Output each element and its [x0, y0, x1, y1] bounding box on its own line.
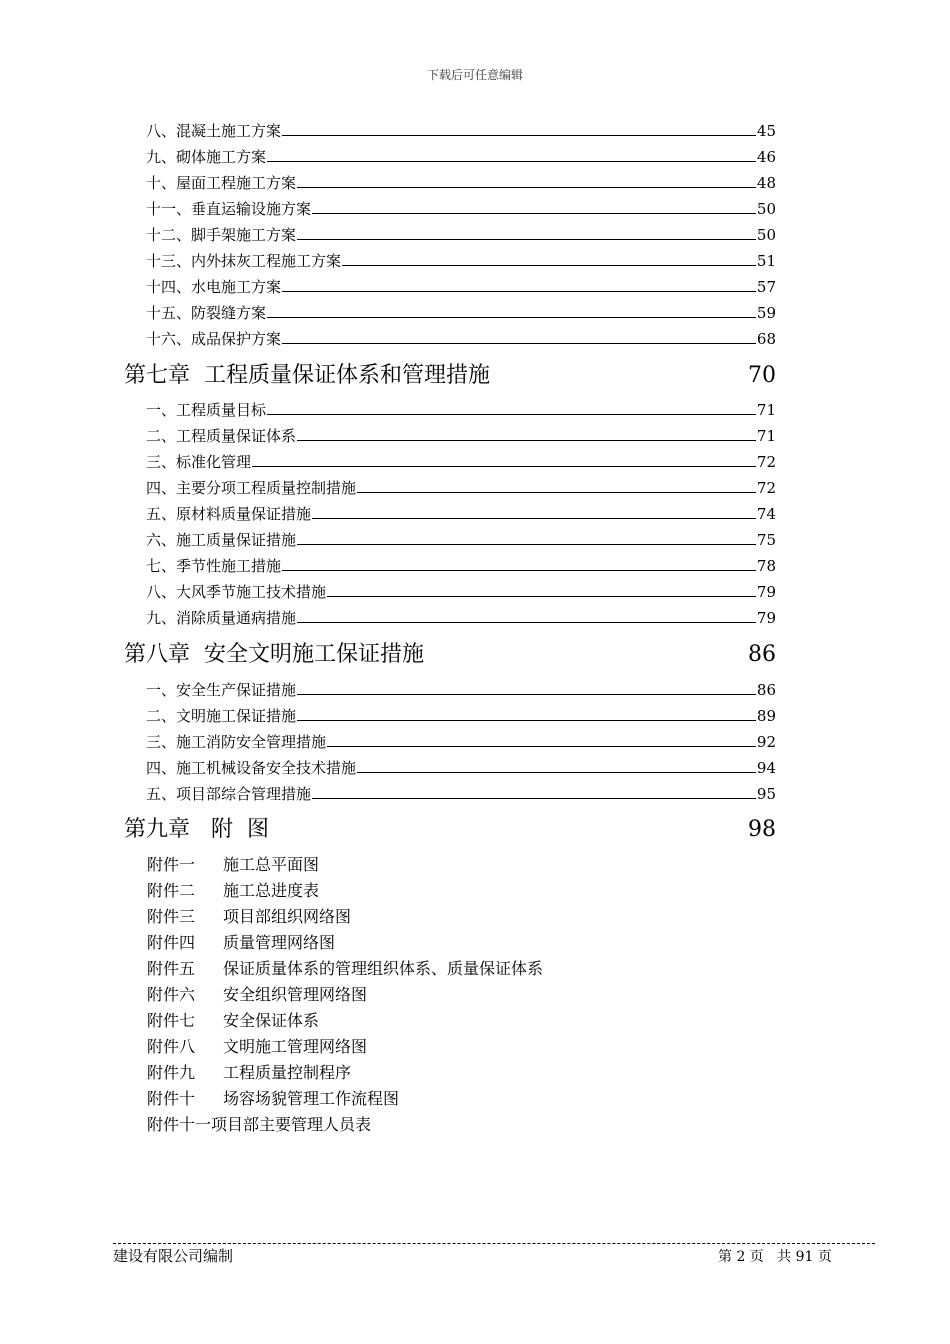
toc-entry-page: 50 — [756, 226, 776, 244]
toc-entry-page: 57 — [756, 278, 776, 296]
toc-entry-title: 八、混凝土施工方案 — [146, 122, 282, 140]
footer-page-number: 第 2 页 共 91 页 — [718, 1249, 832, 1265]
toc-entry[interactable] — [146, 529, 776, 549]
attachment-label: 附件三 — [147, 907, 196, 926]
toc-entry-page: 92 — [756, 733, 776, 751]
attachment-name: 工程质量控制程序 — [223, 1063, 352, 1082]
toc-chapter-page: 98 — [748, 817, 776, 842]
attachment-name: 场容场貌管理工作流程图 — [223, 1089, 400, 1108]
attachment-label: 附件十 — [147, 1089, 196, 1108]
toc-entry-page: 95 — [756, 785, 776, 803]
toc-entry-title: 四、主要分项工程质量控制措施 — [146, 479, 357, 497]
toc-leader — [312, 212, 756, 214]
toc-entry[interactable] — [146, 250, 776, 270]
toc-entry-page: 59 — [756, 304, 776, 322]
toc-entry-title: 六、施工质量保证措施 — [146, 531, 297, 549]
toc-entry[interactable] — [146, 198, 776, 218]
toc-entry[interactable] — [146, 425, 776, 445]
attachment-name: 安全组织管理网络图 — [223, 985, 368, 1004]
toc-entry-page: 50 — [756, 200, 776, 218]
attachment-item[interactable] — [147, 1115, 371, 1137]
toc-entry-title: 九、消除质量通病措施 — [146, 609, 297, 627]
toc-entry-title: 八、大风季节施工技术措施 — [146, 583, 327, 601]
attachment-name: 施工总平面图 — [223, 855, 320, 874]
toc-entry[interactable] — [146, 399, 776, 419]
attachment-label: 附件一 — [147, 855, 196, 874]
toc-chapter-8[interactable] — [124, 640, 776, 668]
toc-entry-title: 五、项目部综合管理措施 — [146, 785, 312, 803]
toc-leader — [267, 160, 756, 162]
toc-entry-page: 48 — [756, 174, 776, 192]
toc-chapter-title: 第八章 安全文明施工保证措施 — [124, 642, 424, 667]
toc-entry[interactable] — [146, 607, 776, 627]
toc-entry[interactable] — [146, 224, 776, 244]
toc-entry-title: 三、标准化管理 — [146, 453, 252, 471]
toc-entry-title: 七、季节性施工措施 — [146, 557, 282, 575]
toc-entry[interactable] — [146, 731, 776, 751]
attachment-label: 附件五 — [147, 959, 196, 978]
toc-leader — [342, 264, 756, 266]
attachment-label: 附件二 — [147, 881, 196, 900]
toc-entry[interactable] — [146, 581, 776, 601]
toc-entry-page: 71 — [756, 401, 776, 419]
attachment-name: 质量管理网络图 — [223, 933, 336, 952]
toc-entry-page: 79 — [756, 583, 776, 601]
toc-entry[interactable] — [146, 120, 776, 140]
attachment-item[interactable] — [147, 1011, 319, 1033]
toc-entry-title: 十二、脚手架施工方案 — [146, 226, 297, 244]
toc-entry-page: 45 — [756, 122, 776, 140]
toc-leader — [282, 134, 756, 136]
toc-entry-page: 71 — [756, 427, 776, 445]
toc-leader — [297, 186, 756, 188]
attachment-item[interactable] — [147, 881, 319, 903]
attachment-item[interactable] — [147, 959, 543, 981]
toc-entry-page: 94 — [756, 759, 776, 777]
toc-entry[interactable] — [146, 705, 776, 725]
toc-leader — [252, 465, 756, 467]
toc-leader — [267, 316, 756, 318]
toc-entry[interactable] — [146, 451, 776, 471]
attachment-item[interactable] — [147, 1037, 367, 1059]
toc-leader — [297, 719, 756, 721]
toc-leader — [267, 413, 756, 415]
attachment-name: 保证质量体系的管理组织体系、质量保证体系 — [223, 959, 544, 978]
toc-entry-title: 四、施工机械设备安全技术措施 — [146, 759, 357, 777]
toc-chapter-title: 第九章 附 图 — [124, 817, 269, 842]
toc-entry-title: 十一、垂直运输设施方案 — [146, 200, 312, 218]
toc-entry-page: 74 — [756, 505, 776, 523]
toc-entry[interactable] — [146, 757, 776, 777]
toc-entry[interactable] — [146, 328, 776, 348]
toc-entry-title: 十六、成品保护方案 — [146, 330, 282, 348]
attachment-name: 文明施工管理网络图 — [223, 1037, 368, 1056]
toc-entry-title: 十、屋面工程施工方案 — [146, 174, 297, 192]
attachment-item[interactable] — [147, 933, 335, 955]
attachment-label: 附件六 — [147, 985, 196, 1004]
toc-entry-title: 一、安全生产保证措施 — [146, 681, 297, 699]
toc-entry-page: 68 — [756, 330, 776, 348]
toc-leader — [312, 517, 756, 519]
toc-leader — [312, 797, 756, 799]
footer-company: 建设有限公司编制 — [113, 1247, 234, 1265]
toc-leader — [297, 621, 756, 623]
toc-entry-page: 89 — [756, 707, 776, 725]
toc-leader — [357, 771, 756, 773]
toc-entry[interactable] — [146, 302, 776, 322]
toc-entry-title: 一、工程质量目标 — [146, 401, 267, 419]
toc-entry-page: 46 — [756, 148, 776, 166]
toc-leader — [297, 693, 756, 695]
toc-entry-title: 十三、内外抹灰工程施工方案 — [146, 252, 342, 270]
toc-entry-title: 五、原材料质量保证措施 — [146, 505, 312, 523]
attachment-item[interactable] — [147, 1063, 351, 1085]
toc-entry[interactable] — [146, 477, 776, 497]
toc-entry-page: 72 — [756, 479, 776, 497]
attachment-name: 施工总进度表 — [223, 881, 320, 900]
toc-leader — [282, 290, 756, 292]
toc-leader — [282, 342, 756, 344]
toc-entry-title: 十四、水电施工方案 — [146, 278, 282, 296]
toc-entry[interactable] — [146, 172, 776, 192]
toc-entry-title: 二、工程质量保证体系 — [146, 427, 297, 445]
toc-leader — [327, 745, 756, 747]
toc-leader — [282, 569, 756, 571]
toc-chapter-title: 第七章 工程质量保证体系和管理措施 — [124, 363, 490, 388]
attachment-label: 附件十一项目部主要管理人员表 — [147, 1115, 372, 1134]
toc-chapter-7[interactable] — [124, 361, 776, 389]
toc-leader — [327, 595, 756, 597]
toc-entry[interactable] — [146, 146, 776, 166]
toc-chapter-page: 86 — [748, 642, 776, 667]
toc-entry-page: 78 — [756, 557, 776, 575]
toc-entry-title: 九、砌体施工方案 — [146, 148, 267, 166]
toc-entry-page: 51 — [756, 252, 776, 270]
attachment-name: 项目部组织网络图 — [223, 907, 352, 926]
toc-chapter-9[interactable] — [124, 815, 776, 843]
toc-entry-page: 72 — [756, 453, 776, 471]
attachment-item[interactable] — [147, 1089, 399, 1111]
toc-entry-title: 十五、防裂缝方案 — [146, 304, 267, 322]
toc-leader — [297, 238, 756, 240]
page-header: 下载后可任意编辑 — [426, 68, 523, 82]
attachment-label: 附件四 — [147, 933, 196, 952]
toc-entry-page: 79 — [756, 609, 776, 627]
footer-divider — [113, 1243, 875, 1244]
attachment-label: 附件九 — [147, 1063, 196, 1082]
toc-entry[interactable] — [146, 783, 776, 803]
attachment-name: 安全保证体系 — [223, 1011, 320, 1030]
toc-leader — [297, 439, 756, 441]
toc-entry-title: 二、文明施工保证措施 — [146, 707, 297, 725]
attachment-item[interactable] — [147, 907, 351, 929]
toc-chapter-page: 70 — [748, 363, 776, 388]
toc-entry[interactable] — [146, 276, 776, 296]
toc-leader — [357, 491, 756, 493]
attachment-label: 附件七 — [147, 1011, 196, 1030]
toc-entry[interactable] — [146, 503, 776, 523]
toc-entry[interactable] — [146, 679, 776, 699]
toc-entry-page: 86 — [756, 681, 776, 699]
attachment-label: 附件八 — [147, 1037, 196, 1056]
attachment-item[interactable] — [147, 985, 367, 1007]
toc-entry-title: 三、施工消防安全管理措施 — [146, 733, 327, 751]
toc-leader — [297, 543, 756, 545]
attachment-item[interactable] — [147, 855, 319, 877]
toc-entry-page: 75 — [756, 531, 776, 549]
toc-entry[interactable] — [146, 555, 776, 575]
